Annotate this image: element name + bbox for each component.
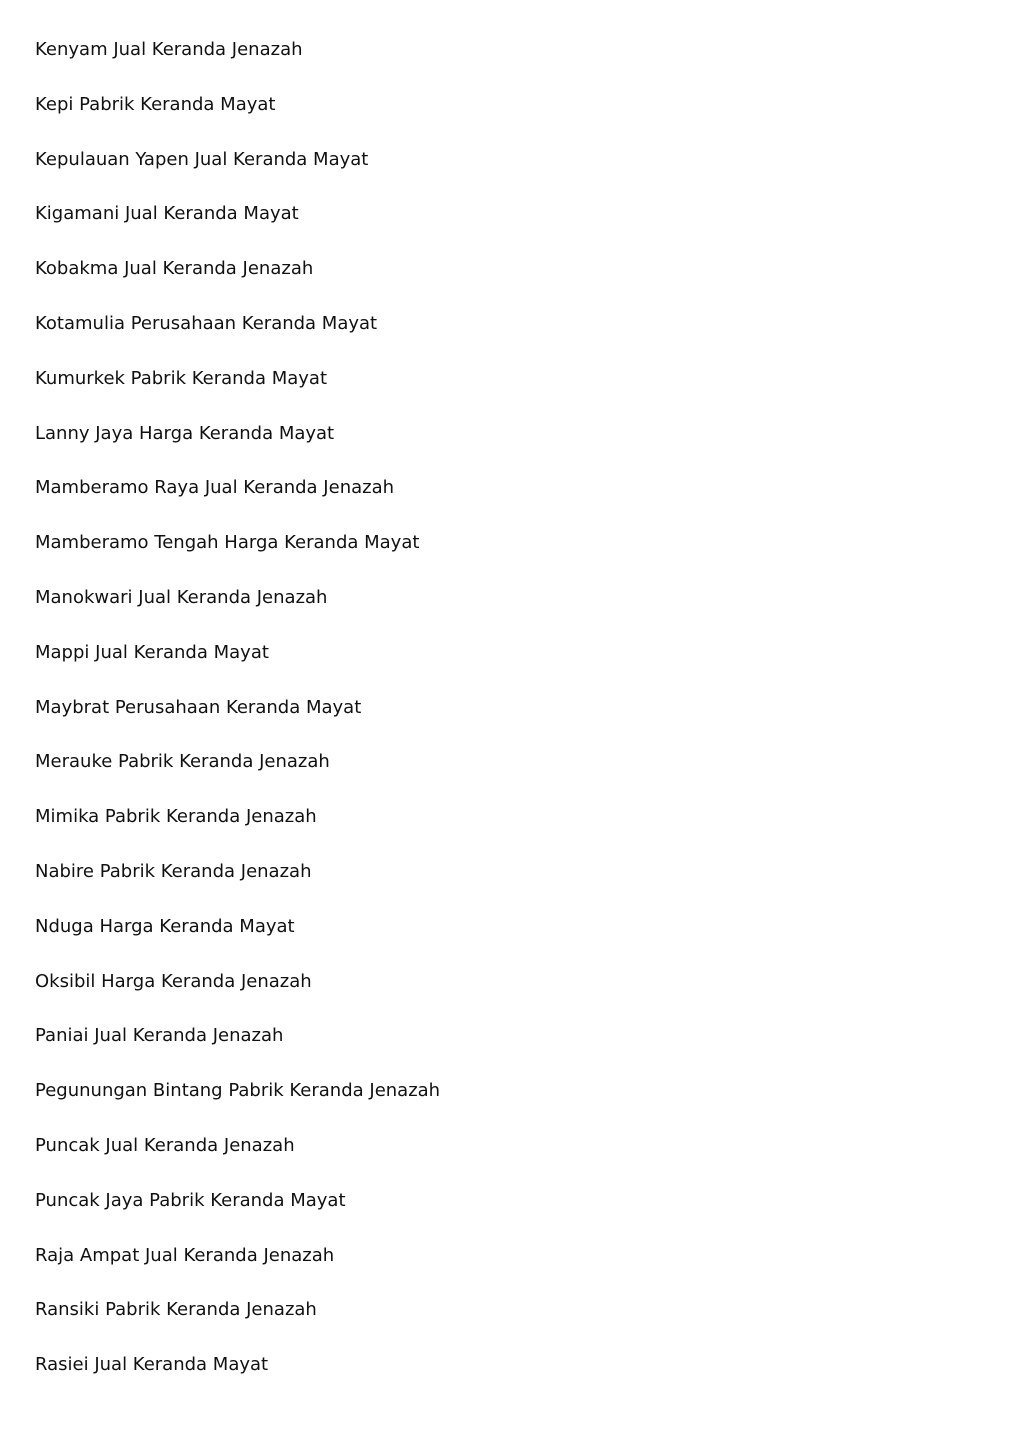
- list-item: Ransiki Pabrik Keranda Jenazah: [35, 1299, 317, 1321]
- list-item: Raja Ampat Jual Keranda Jenazah: [35, 1244, 335, 1266]
- list-item: Kigamani Jual Keranda Mayat: [35, 203, 299, 225]
- location-list: [35, 36, 440, 1406]
- list-item: Kumurkek Pabrik Keranda Mayat: [35, 367, 328, 389]
- list-item: Pegunungan Bintang Pabrik Keranda Jenazah: [35, 1080, 441, 1102]
- list-item: Nabire Pabrik Keranda Jenazah: [35, 860, 312, 882]
- list-item: Kenyam Jual Keranda Jenazah: [35, 39, 303, 60]
- list-item: Kepi Pabrik Keranda Mayat: [35, 93, 276, 115]
- list-item: Puncak Jual Keranda Jenazah: [35, 1134, 295, 1156]
- list-item: Mamberamo Raya Jual Keranda Jenazah: [35, 477, 395, 499]
- list-item: Rasiei Jual Keranda Mayat: [35, 1354, 269, 1376]
- list-item: Kobakma Jual Keranda Jenazah: [35, 258, 314, 280]
- list-item: Oksibil Harga Keranda Jenazah: [35, 970, 312, 992]
- list-item: Mamberamo Tengah Harga Keranda Mayat: [35, 532, 420, 554]
- list-item: Kotamulia Perusahaan Keranda Mayat: [35, 312, 378, 334]
- list-item: Maybrat Perusahaan Keranda Mayat: [35, 696, 362, 718]
- list-item: Merauke Pabrik Keranda Jenazah: [35, 751, 330, 773]
- list-item: Mappi Jual Keranda Mayat: [35, 641, 269, 663]
- list-item: Kepulauan Yapen Jual Keranda Mayat: [35, 148, 369, 170]
- list-item: Puncak Jaya Pabrik Keranda Mayat: [35, 1189, 346, 1211]
- list-item: Manokwari Jual Keranda Jenazah: [35, 586, 328, 608]
- list-item: Nduga Harga Keranda Mayat: [35, 915, 295, 937]
- list-item: Paniai Jual Keranda Jenazah: [35, 1025, 284, 1047]
- list-item: Mimika Pabrik Keranda Jenazah: [35, 806, 317, 828]
- list-item: Lanny Jaya Harga Keranda Mayat: [35, 422, 335, 444]
